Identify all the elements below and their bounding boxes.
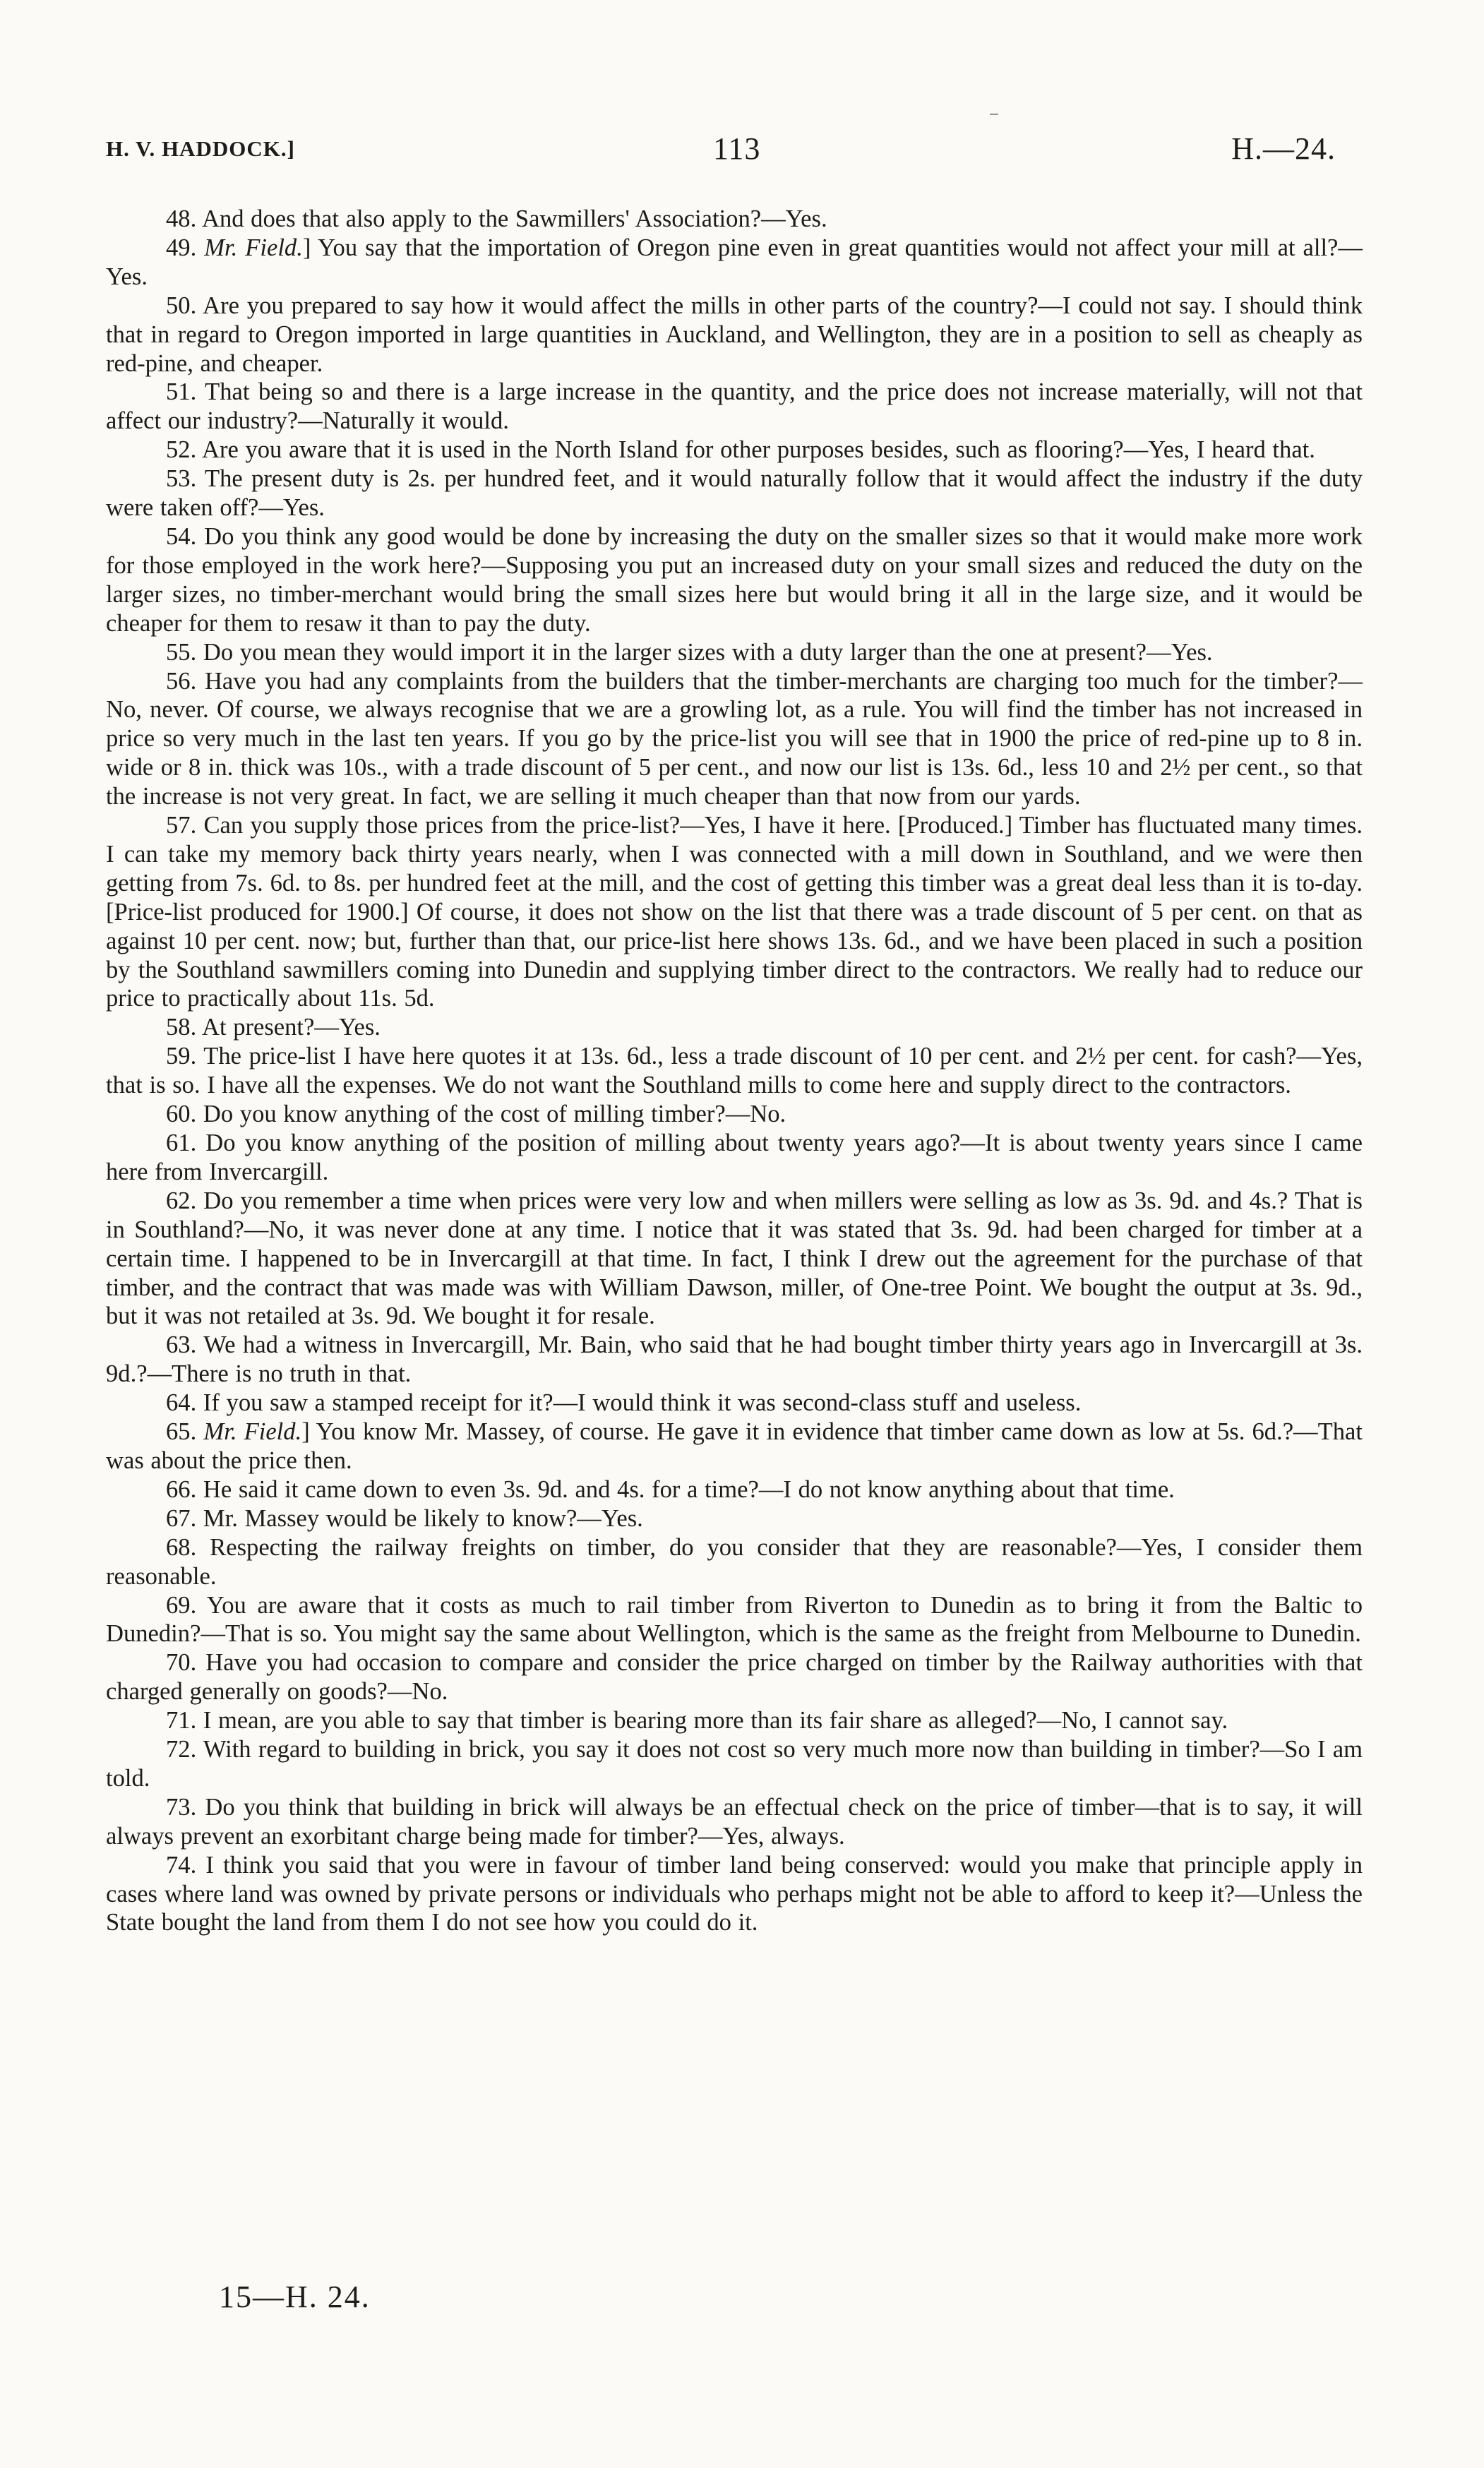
qa-paragraph (106, 1418, 1363, 1475)
qa-paragraph (106, 1591, 1363, 1649)
qa-paragraph (106, 1648, 1363, 1706)
question-number: 69. (166, 1591, 197, 1619)
question-number: 73. (166, 1793, 197, 1821)
speaker-name: Mr. Field. (203, 1418, 302, 1446)
qa-paragraph (106, 1475, 1363, 1504)
question-number: 51. (166, 378, 197, 406)
question-number: 61. (166, 1130, 197, 1156)
qa-paragraph (106, 638, 1363, 667)
question-number: 58. (166, 1014, 197, 1041)
question-number: 71. (166, 1707, 197, 1735)
page-number: 113 (713, 131, 761, 166)
qa-text: You are aware that it costs as much to rail timber from Riverton to Dunedin as to bring it from the Baltic to Dunedin?—That is so. You might say the same about Wellington, which is the same as the freight from Melbourne to Dunedin. (106, 1591, 1363, 1648)
question-number: 65. (166, 1418, 197, 1446)
qa-text: He said it came down to even 3s. 9d. and 4s. for a time?—I do not know anything about that time. (196, 1475, 1175, 1503)
qa-text: And does that also apply to the Sawmillers' Association?—Yes. (196, 205, 827, 232)
qa-text: With regard to building in brick, you say it does not cost so very much more now than building in timber?—So I am told. (106, 1736, 1363, 1792)
qa-paragraph (106, 1533, 1363, 1591)
qa-paragraph (106, 1851, 1363, 1938)
question-number: 70. (166, 1649, 197, 1677)
question-number: 64. (166, 1389, 197, 1417)
qa-text: That being so and there is a large increase in the quantity, and the price does not increase materially, will not that affect our industry?—Naturally it would. (106, 378, 1363, 435)
qa-text: Are you aware that it is used in the North Island for other purposes besides, such as flooring?—Yes, I heard that. (196, 436, 1315, 464)
qa-paragraph (106, 1706, 1363, 1735)
qa-paragraph (106, 1793, 1363, 1851)
qa-text: Do you mean they would import it in the larger sizes with a duty larger than the one at present?—Yes. (196, 638, 1213, 666)
qa-paragraph (106, 436, 1363, 465)
question-number: 54. (166, 522, 197, 550)
question-number: 60. (166, 1101, 197, 1128)
question-number: 74. (166, 1851, 197, 1879)
qa-text: Can you supply those prices from the price-list?—Yes, I have it here. [Produced.] Timber has fluctuated many times. I can take my memory back thirty years nearly, when I was connected with a mill down in Southland, and we were then getting from 7s. 6d. to 8s. per hundred feet at the mill, and the cost of getting this timber was a great deal less than it is to-day. [Price-list produced for 1900.] Of course, it does not show on the list that there was a trade discount of 5 per cent. on that as against 10 per cent. now; but, further than that, our price-list here shows 13s. 6d., and we have been placed in such a position by the Southland sawmillers coming into Dunedin and supplying timber direct to the contractors. We really had to reduce our price to practically about 11s. 5d. (106, 812, 1363, 1012)
qa-text: Do you think any good would be done by increasing the duty on the smaller sizes so that it would make more work for those employed in the work here?—Supposing you put an increased duty on your small sizes and reduced the duty on the larger sizes, no timber-merchant would bring the small sizes here but would bring it all in the large size, and it would be cheaper for them to resaw it than to pay the duty. (106, 522, 1363, 637)
question-number: 56. (166, 667, 197, 695)
question-number: 49. (166, 234, 197, 261)
qa-text: I mean, are you able to say that timber is bearing more than its fair share as alleged?—No, I cannot say. (196, 1707, 1228, 1735)
question-number: 68. (166, 1533, 197, 1561)
qa-paragraph (106, 378, 1363, 436)
document-reference: H.—24. (1231, 131, 1336, 166)
qa-paragraph (106, 1042, 1363, 1100)
qa-text: The present duty is 2s. per hundred feet, and it would naturally follow that it would affect the industry if the duty were taken off?—Yes. (106, 465, 1363, 522)
qa-text: We had a witness in Invercargill, Mr. Bain, who said that he had bought timber thirty years ago in Invercargill at 3s. 9d.?—There is no truth in that. (106, 1331, 1363, 1388)
qa-text: Do you think that building in brick will always be an effectual check on the price of timber—that is to say, it will always prevent an exorbitant charge being made for timber?—Yes, always. (106, 1793, 1363, 1850)
qa-text: If you saw a stamped receipt for it?—I would think it was second-class stuff and useless. (196, 1389, 1082, 1417)
qa-text: ] You say that the importation of Oregon pine even in great quantities would not affect your mill at all?—Yes. (106, 234, 1363, 290)
qa-paragraph (106, 522, 1363, 638)
qa-paragraph (106, 667, 1363, 812)
question-number: 53. (166, 465, 197, 493)
speaker-name: Mr. Field. (204, 234, 303, 261)
question-number: 63. (166, 1331, 197, 1359)
qa-paragraph (106, 1013, 1363, 1042)
stray-mark: ⁻ (988, 107, 1000, 130)
qa-text: The price-list I have here quotes it at 13s. 6d., less a trade discount of 10 per cent. and 2½ per cent. for cash?—Yes, that is so. I have all the expenses. We do not want the Southland mills to come here and supply direct to the contractors. (106, 1043, 1363, 1099)
qa-text: Respecting the railway freights on timber, do you consider that they are reasonable?—Yes, I consider them reasonable. (106, 1533, 1363, 1590)
question-number: 57. (166, 812, 197, 839)
qa-paragraph (106, 465, 1363, 522)
qa-paragraph (106, 292, 1363, 378)
qa-text: Mr. Massey would be likely to know?—Yes. (196, 1504, 643, 1532)
question-number: 50. (166, 292, 197, 319)
witness-name: H. V. HADDOCK.] (106, 136, 295, 161)
qa-text: I think you said that you were in favour of timber land being conserved: would you make that principle apply in cases where land was owned by private persons or individuals who perhaps might not be able to afford to keep it?—Unless the State bought the land from them I do not see how you could do it. (106, 1851, 1363, 1936)
qa-text: Are you prepared to say how it would affect the mills in other parts of the country?—I could not say. I should think that in regard to Oregon imported in large quantities in Auckland, and Wellington, they are in a position to sell as cheaply as red-pine, and cheaper. (106, 292, 1363, 377)
qa-text: Do you remember a time when prices were very low and when millers were selling as low as 3s. 9d. and 4s.? That is in Southland?—No, it was never done at any time. I notice that it was stated that 3s. 9d. had been charged for timber at a certain time. I happened to be in Invercargill at that time. In fact, I think I drew out the agreement for the purchase of that timber, and the contract that was made was with William Dawson, miller, of One-tree Point. We bought the output at 3s. 9d., but it was not retailed at 3s. 9d. We bought it for resale. (106, 1187, 1363, 1330)
qa-paragraph (106, 1129, 1363, 1187)
spacer (196, 234, 204, 261)
qa-text: ] You know Mr. Massey, of course. He gave it in evidence that timber came down as low at 5s. 6d.?—That was about the price then. (106, 1418, 1363, 1474)
question-number: 48. (166, 205, 197, 232)
qa-paragraph (106, 1100, 1363, 1129)
page-header (0, 131, 1484, 173)
question-number: 52. (166, 436, 197, 464)
qa-paragraph (106, 1735, 1363, 1793)
question-number: 62. (166, 1187, 197, 1214)
qa-paragraph (106, 1187, 1363, 1331)
qa-text: Have you had occasion to compare and consider the price charged on timber by the Railway authorities with that charged generally on goods?—No. (106, 1649, 1363, 1706)
qa-text: At present?—Yes. (196, 1014, 381, 1041)
qa-paragraph (106, 205, 1363, 234)
qa-paragraph (106, 234, 1363, 292)
spacer (196, 1418, 203, 1445)
qa-text: Do you know anything of the cost of milling timber?—No. (196, 1101, 786, 1128)
page-footer-signature: 15—H. 24. (219, 2280, 371, 2314)
question-number: 55. (166, 638, 197, 666)
qa-paragraph (106, 1389, 1363, 1418)
qa-text: Have you had any complaints from the builders that the timber-merchants are charging too much for the timber?—No, never. Of course, we always recognise that we are a growling lot, as a rule. You will find the timber has not increased in price so very much in the last ten years. If you go by the price-list you will see that in 1900 the price of red-pine up to 8 in. wide or 8 in. thick was 10s., with a trade discount of 5 per cent., and now our list is 13s. 6d., less 10 and 2½ per cent., so that the increase is not very great. In fact, we are selling it much cheaper than that now from our yards. (106, 667, 1363, 810)
qa-text: Do you know anything of the position of milling about twenty years ago?—It is about twenty years since I came here from Invercargill. (106, 1130, 1363, 1185)
testimony-body (106, 205, 1363, 1937)
qa-paragraph (106, 1504, 1363, 1533)
question-number: 66. (166, 1475, 197, 1503)
question-number: 72. (166, 1736, 197, 1763)
qa-paragraph (106, 811, 1363, 1013)
question-number: 67. (166, 1504, 197, 1532)
qa-paragraph (106, 1331, 1363, 1389)
question-number: 59. (166, 1043, 197, 1070)
